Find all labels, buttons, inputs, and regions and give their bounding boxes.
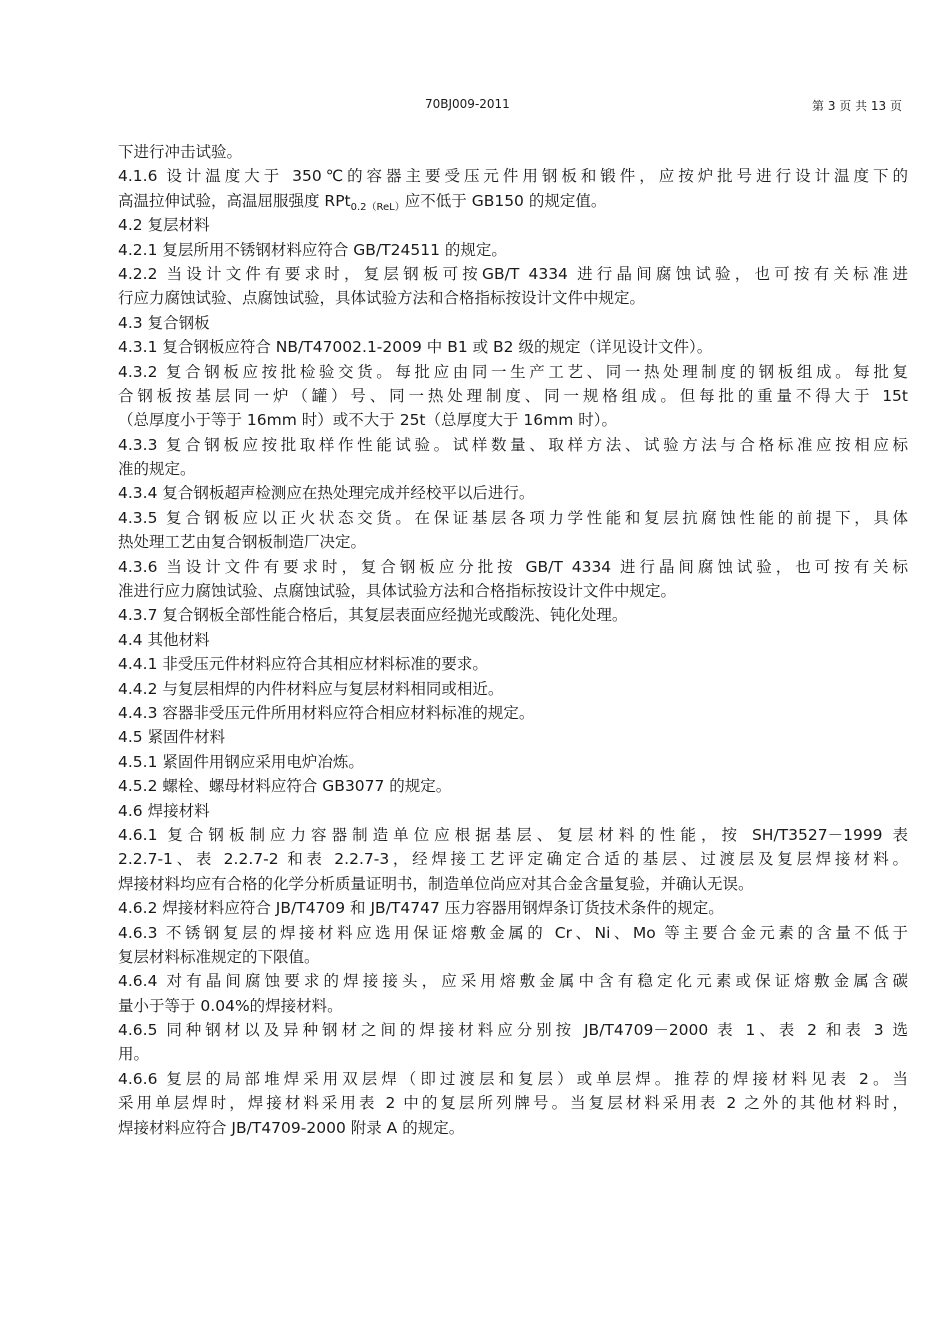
page-header (0, 97, 950, 117)
document-code: 70BJ009-2011 (425, 97, 510, 111)
clause-4-6-6: 4.6.6 复层的局部堆焊采用双层焊（即过渡层和复层）或单层焊。推荐的焊接材料见表 2。当 (118, 1069, 908, 1088)
clause-4-3-1: 4.3.1 复合钢板应符合 NB/T47002.1-2009 中 B1 或 B2 级的规定（详见设计文件）。 (118, 338, 713, 357)
text-line: 热处理工艺由复合钢板制造厂决定。 (118, 533, 367, 552)
text-line: 复层材料标准规定的下限值。 (118, 947, 320, 966)
text-line: 下进行冲击试验。 (118, 143, 243, 161)
text-line: 行应力腐蚀试验、点腐蚀试验，具体试验方法和合格指标按设计文件中规定。 (118, 289, 646, 308)
text-line: 2.2.7-1、表 2.2.7-2 和表 2.2.7-3，经焊接工艺评定确定合适的基层、过渡层及复层焊接材料。 (118, 850, 908, 869)
section-heading-4-3: 4.3 复合钢板 (118, 313, 210, 332)
clause-4-3-6: 4.3.6 当设计文件有要求时，复合钢板应分批按 GB/T 4334 进行晶间腐蚀试验，也可按有关标 (118, 557, 908, 576)
section-heading-4-6: 4.6 焊接材料 (118, 801, 210, 820)
text-line: 准进行应力腐蚀试验、点腐蚀试验，具体试验方法和合格指标按设计文件中规定。 (118, 582, 677, 601)
clause-4-2-1: 4.2.1 复层所用不锈钢材料应符合 GB/T24511 的规定。 (118, 240, 507, 259)
clause-4-5-1: 4.5.1 紧固件用钢应采用电炉冶炼。 (118, 752, 364, 771)
clause-4-6-3: 4.6.3 不锈钢复层的焊接材料应选用保证熔敷金属的 Cr、Ni、Mo 等主要合金元素的含量不低于 (118, 923, 908, 942)
clause-4-5-2: 4.5.2 螺栓、螺母材料应符合 GB3077 的规定。 (118, 777, 452, 796)
clause-4-3-7: 4.3.7 复合钢板全部性能合格后，其复层表面应经抛光或酸洗、钝化处理。 (118, 606, 628, 625)
text-line: 焊接材料均应有合格的化学分析质量证明书，制造单位尚应对其合金含量复验，并确认无误。 (118, 874, 754, 893)
clause-4-6-1: 4.6.1 复合钢板制应力容器制造单位应根据基层、复层材料的性能，按 SH/T3527－1999 表 (118, 825, 908, 844)
clause-4-3-2: 4.3.2 复合钢板应按批检验交货。每批应由同一生产工艺、同一热处理制度的钢板组成。每批复 (118, 362, 908, 381)
text-line (118, 189, 908, 213)
text-line: 准的规定。 (118, 460, 196, 479)
clause-4-6-5: 4.6.5 同种钢材以及异种钢材之间的焊接材料应分别按 JB/T4709－2000 表 1、表 2 和表 3 选 (118, 1021, 908, 1040)
text-fragment: 应不低于 GB150 的规定值。 (404, 191, 607, 210)
text-line: 焊接材料应符合 JB/T4709-2000 附录 A 的规定。 (118, 1118, 465, 1137)
clause-4-4-1: 4.4.1 非受压元件材料应符合其相应材料标准的要求。 (118, 655, 488, 674)
clause-4-3-3: 4.3.3 复合钢板应按批取样作性能试验。试样数量、取样方法、试验方法与合格标准应按相应标 (118, 435, 908, 454)
clause-4-4-2: 4.4.2 与复层相焊的内件材料应与复层材料相同或相近。 (118, 679, 504, 698)
clause-4-3-5: 4.3.5 复合钢板应以正火状态交货。在保证基层各项力学性能和复层抗腐蚀性能的前提下，具体 (118, 508, 908, 527)
subscript: 0.2（ReL） (350, 201, 405, 213)
clause-4-6-4: 4.6.4 对有晶间腐蚀要求的焊接接头，应采用熔敷金属中含有稳定化元素或保证熔敷金属含碳 (118, 972, 908, 991)
clause-4-1-6: 4.1.6 设计温度大于 350℃的容器主要受压元件用钢板和锻件，应按炉批号进行设计温度下的 (118, 167, 908, 186)
clause-4-6-2: 4.6.2 焊接材料应符合 JB/T4709 和 JB/T4747 压力容器用钢焊条订货技术条件的规定。 (118, 899, 724, 918)
text-fragment: 高温拉伸试验，高温屈服强度 RPt (118, 191, 351, 210)
clause-4-2-2: 4.2.2 当设计文件有要求时，复层钢板可按GB/T 4334 进行晶间腐蚀试验，也可按有关标准进 (118, 264, 908, 283)
clause-4-3-4: 4.3.4 复合钢板超声检测应在热处理完成并经校平以后进行。 (118, 484, 535, 503)
document-body (118, 140, 908, 1140)
page-number: 第 3 页 共 13 页 (812, 99, 902, 113)
text-line: 合钢板按基层同一炉（罐）号、同一热处理制度、同一规格组成。但每批的重量不得大于 15t (118, 386, 908, 405)
text-line: 采用单层焊时，焊接材料采用表 2 中的复层所列牌号。当复层材料采用表 2 之外的其他材料时， (118, 1094, 908, 1113)
section-heading-4-5: 4.5 紧固件材料 (118, 728, 226, 747)
section-heading-4-2: 4.2 复层材料 (118, 216, 210, 235)
text-line: （总厚度小于等于 16mm 时）或不大于 25t（总厚度大于 16mm 时）。 (118, 411, 618, 430)
text-line: 用。 (118, 1045, 150, 1064)
text-line: 量小于等于 0.04%的焊接材料。 (118, 996, 343, 1015)
section-heading-4-4: 4.4 其他材料 (118, 630, 210, 649)
clause-4-4-3: 4.4.3 容器非受压元件所用材料应符合相应材料标准的规定。 (118, 703, 535, 722)
